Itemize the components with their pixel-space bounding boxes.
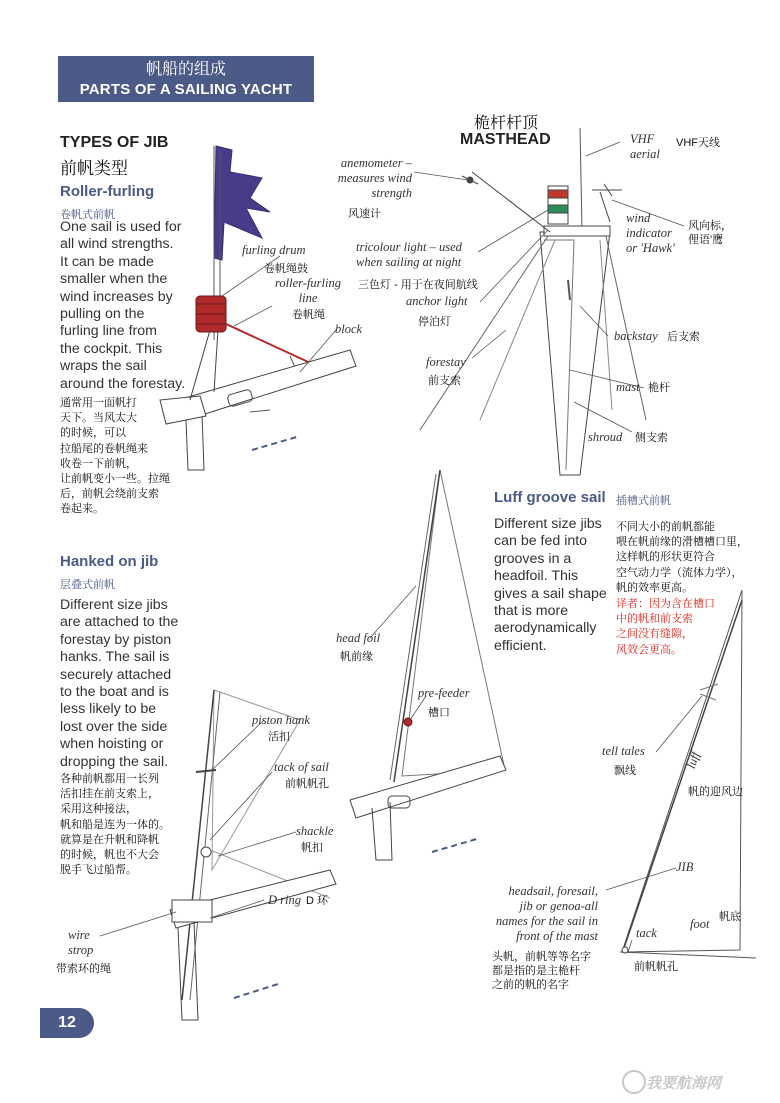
label-pre-feeder: pre-feeder [418, 686, 470, 700]
luff-groove-body-zh: 不同大小的前帆都能 喂在帆前缘的滑槽槽口里， 这样帆的形状更符合 空气动力学（流体力学）， 帆的效率更高。 [616, 521, 748, 594]
translator-note: 译者：因为含在槽口 中的帆和前支索 之间没有缝隙， 风效会更高。 [616, 598, 715, 656]
label-headsail: headsail, foresail, jib or genoa-all names for the sail in front of the mast [495, 884, 598, 943]
label-shroud-zh: 侧支索 [635, 432, 668, 444]
label-anemometer: anemometer – measures wind strength [337, 156, 412, 200]
luff-groove-heading-zh: 插槽式前帆 [616, 495, 671, 507]
label-roller-furling-line: roller-furling line [275, 276, 341, 305]
label-vhf-aerial: VHF aerial [630, 132, 660, 161]
hanked-jib-body-zh: 各种前帆都用一长列 活扣挂在前支索上， 采用这种接法， 帆和船是连为一体的。 就算是在升帆和降帆 的时候，帆也不大会 脱手飞过船帮。 [60, 773, 170, 877]
label-furling-drum: furling drum [242, 243, 306, 257]
label-mast-zh: 桅杆 [648, 382, 670, 394]
page-number: 12 [40, 1008, 94, 1038]
roller-furling-body-zh: 通常用一面帆打 天下。当风太大 的时候，可以 拉船尾的卷帆绳来 收卷一下前帆， 让前帆变小一些。拉绳 后，前帆会绕前支索 卷起来。 [60, 397, 170, 516]
label-wire-strop: wire strop [68, 928, 94, 957]
roller-furling-body: One sail is used for all wind strengths. It can be made smaller when the wind increases by pulling on the furling line from the cockpit. This wraps the sail around the forestay. [60, 219, 186, 392]
watermark: 我要航海网 [646, 1075, 722, 1092]
label-roller-furling-line-zh: 卷帆绳 [292, 309, 325, 321]
masthead-title-zh: 桅杆杆顶 [474, 115, 539, 132]
hanked-jib-heading: Hanked on jib [60, 553, 159, 570]
hanked-jib-heading-zh: 层叠式前帆 [60, 579, 115, 591]
label-backstay: backstay [614, 329, 658, 343]
roller-furling-heading: Roller-furling [60, 183, 155, 200]
hanked-jib-drawing [170, 690, 336, 1020]
label-anchor-light: anchor light [406, 294, 468, 308]
watermark-logo-icon [622, 1070, 646, 1094]
label-wind-indicator-zh: 风向标， 俚语'鹰 [688, 220, 732, 246]
masthead-title: MASTHEAD [460, 131, 551, 148]
label-tricolour-light: tricolour light – used when sailing at night [356, 240, 462, 269]
label-tack: tack [636, 926, 657, 940]
label-vhf-aerial-zh: VHF天线 [676, 137, 720, 149]
luff-groove-heading: Luff groove sail [494, 489, 606, 506]
types-of-jib-title-zh: 前帆类型 [60, 159, 128, 178]
label-tell-tales: tell tales [602, 744, 645, 758]
label-tricolour-light-zh: 三色灯 - 用于在夜间航线 [358, 279, 478, 291]
label-shackle: shackle [296, 824, 334, 838]
label-jib: JIB [676, 860, 694, 874]
label-tack-of-sail-zh: 前帆帆孔 [285, 778, 329, 790]
label-wind-indicator: wind indicator or 'Hawk' [626, 211, 675, 255]
label-luff-zh: 帆的迎风边 [688, 786, 743, 798]
label-pre-feeder-zh: 槽口 [428, 707, 450, 719]
luff-groove-body: Different size jibs can be fed into grooves in a headfoil. This gives a sail shape that is more aerodynamically efficient. [494, 516, 607, 654]
label-forestay: forestay [426, 355, 466, 369]
label-foot: foot [690, 917, 710, 931]
label-furling-drum-zh: 卷帆绳鼓 [264, 263, 308, 275]
luff-groove-drawing [350, 470, 506, 860]
label-piston-hank-zh: 活扣 [268, 731, 290, 743]
label-block: block [335, 322, 363, 336]
label-luff: luff [684, 750, 703, 771]
label-anemometer-zh: 风速计 [348, 208, 381, 220]
label-head-foil-zh: 帆前缘 [340, 651, 373, 663]
banner-title-zh: 帆船的组成 [145, 61, 226, 78]
label-shackle-zh: 帆扣 [301, 842, 323, 854]
roller-furling-heading-zh: 卷帆式前帆 [60, 209, 115, 221]
label-anchor-light-zh: 停泊灯 [418, 316, 451, 328]
label-tack-zh: 前帆帆孔 [634, 961, 678, 973]
label-shroud: shroud [588, 430, 623, 444]
label-head-foil: head foil [336, 631, 381, 645]
label-tell-tales-zh: 飘线 [614, 765, 636, 777]
shackle-icon [201, 847, 211, 857]
label-forestay-zh: 前支索 [428, 375, 461, 387]
types-of-jib-title: TYPES OF JIB [60, 134, 169, 151]
hanked-jib-body: Different size jibs are attached to the forestay by piston hanks. The sail is securely attached to the boat and is less likely to be lost over the side when hoisting or dropping the sail. [60, 597, 179, 770]
label-d-ring: D ring [268, 893, 301, 907]
label-foot-zh: 帆底 [719, 911, 741, 923]
chapter-banner [58, 56, 314, 102]
label-d-ring-zh: D 环 [306, 895, 328, 907]
label-headsail-zh: 头帆，前帆等等名字 都是指的是主桅杆 之前的帆的名字 [492, 951, 591, 991]
banner-title-en: PARTS OF A SAILING YACHT [79, 81, 293, 98]
label-mast: mast [616, 380, 640, 394]
label-backstay-zh: 后支索 [667, 331, 700, 343]
label-wire-strop-zh: 带索环的绳 [56, 963, 111, 975]
label-piston-hank: piston hank [252, 713, 310, 727]
label-tack-of-sail: tack of sail [274, 760, 329, 774]
